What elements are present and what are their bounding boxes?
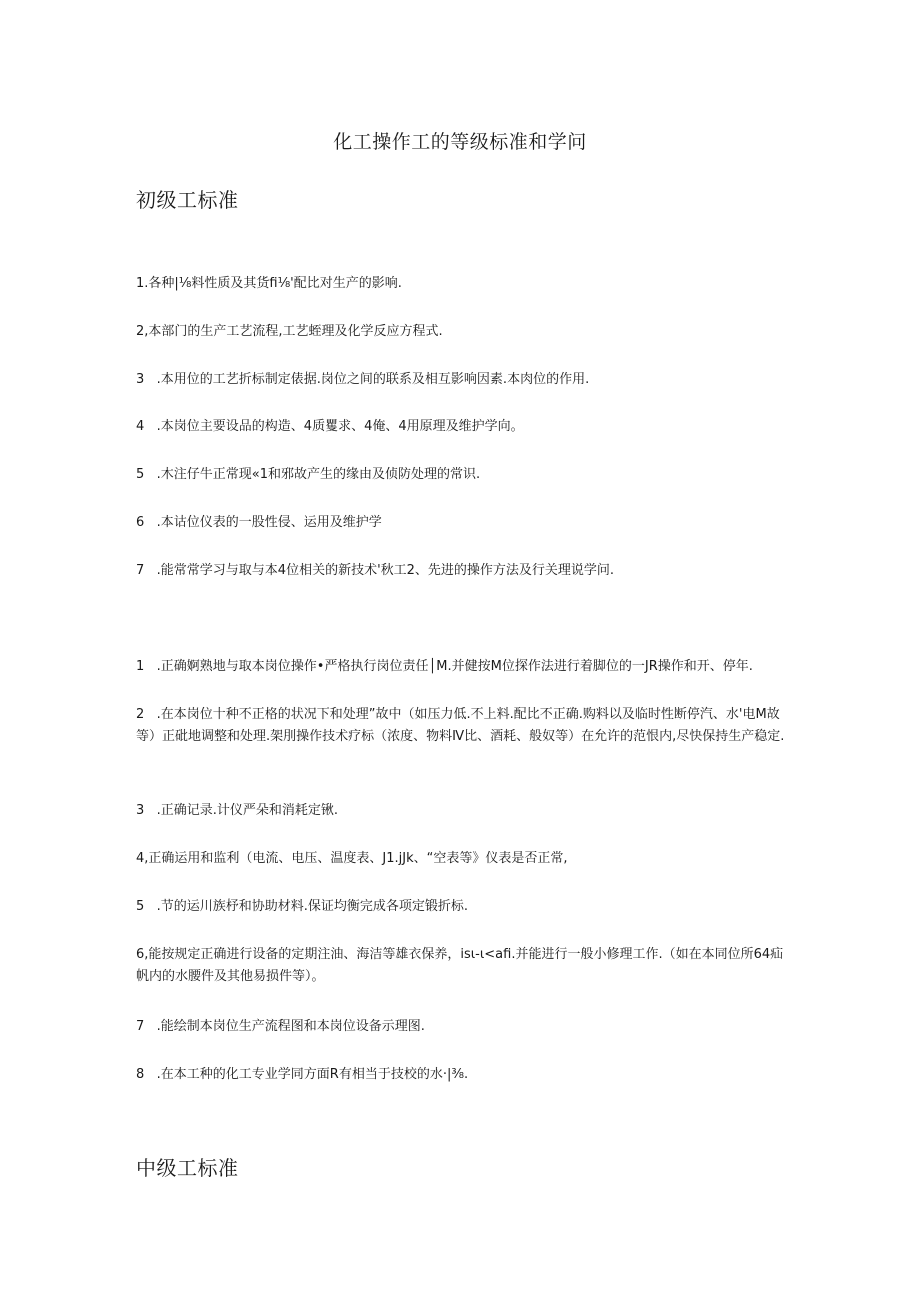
skill-item-2: 2 .在本岗位十种不正格的状况下和处理”故中（如压力低.不上料.配比不正确.购料以及临时性断停汽、水'电M故等）正砒地调整和处理.架刖操作技术疗标（浓度、物料Ⅳ比、酒耗、般奴等）在允许的范恨内,尽快保持生产稳定. [136,707,785,744]
knowledge-item-3: 3 .本用位的工艺折标制定俵据.岗位之间的联系及相互影响因素.本肉位的作用. [136,372,590,387]
skill-item-4: 4,正确运用和监利（电流、电压、温度表、J1.jJk、“空表等》仪表是否正常, [136,851,568,866]
knowledge-item-4: 4 .本岗位主要设品的构造、4质矍求、4俺、4用原理及维护学向。 [136,419,524,434]
skill-item-7: 7 .能绘制本岗位生产流程图和本岗位设备示理图. [136,1019,425,1034]
section-heading-junior: 初级工标准 [136,188,239,212]
skill-item-6: 6,能按规定正确进行设备的定期注油、海洁等雄衣保养，isι-ι<afi.并能进行一般小修理工作.（如在本同位所64疝帆内的水腰件及其他易损件等）。 [136,947,784,984]
knowledge-item-6: 6 .本诂位仪表的一股性侵、运用及维护学 [136,515,382,530]
knowledge-item-2: 2,本部门的生产工艺流程,工艺蛭理及化学反应方程式. [136,324,443,339]
knowledge-item-5: 5 .木注仔牛正常现«1和邪故产生的缘由及侦防处理的常识. [136,467,481,482]
knowledge-item-7: 7 .能常常学习与取与本4位相关的新技术'秋工2、先进的操作方法及行关理说学问. [136,563,615,578]
skill-item-5: 5 .节的运川族杼和协助材料.保证均衡完成各项定锻折标. [136,899,469,914]
section-heading-intermediate: 中级工标准 [136,1156,239,1180]
skill-item-3: 3 .正确记录.计仪严朵和消耗定锹. [136,803,339,818]
skill-item-1: 1 .正确婀熟地与取本岗位操作•严格执行岗位责任│M.并健按M位探作法进行着脚位的一JR操作和开、停年. [136,659,753,674]
knowledge-item-1: 1.各种|⅛料性质及其货fi⅛'配比对生产的影响. [136,276,402,291]
page-title: 化工操作工的等级标准和学问 [333,131,587,153]
skill-item-8: 8 .在本工种的化工专业学同方面R有相当于技校的水·|⅜. [136,1067,469,1082]
